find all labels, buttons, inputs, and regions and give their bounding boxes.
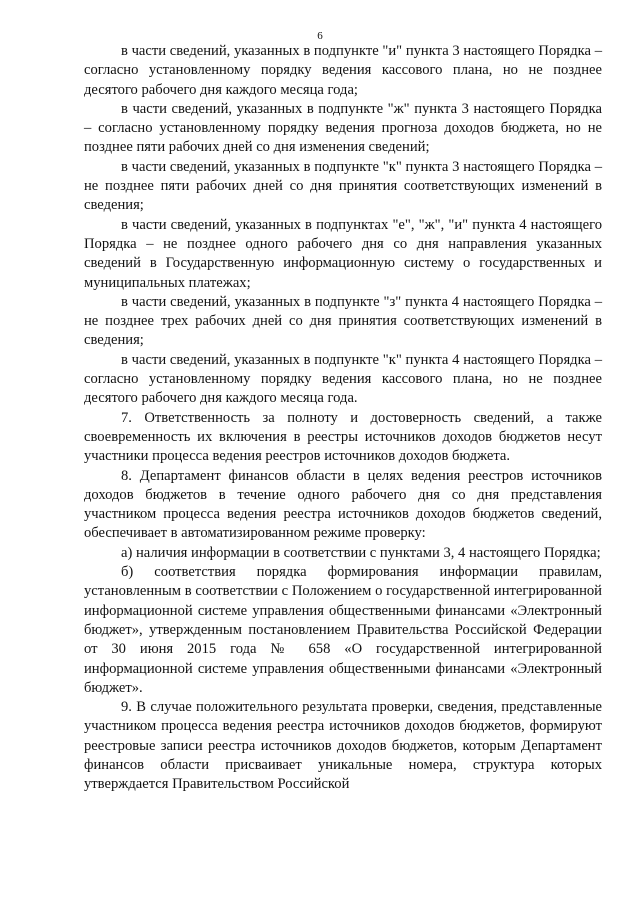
paragraph-items-e-zh-i-p4: в части сведений, указанных в подпунктах "е", "ж", "и" пункта 4 настоящего Порядка – не позднее одного рабочего дня со дня направления указанных сведений в Государственную информационную систему о государственных и муниципальных платежах;	[84, 216, 602, 291]
page-number: 6	[317, 30, 323, 42]
document-body	[84, 42, 602, 795]
paragraph-clause-8-a: а) наличия информации в соответствии с пунктами 3, 4 настоящего Порядка;	[121, 544, 601, 561]
paragraph-clause-9: 9. В случае положительного результата проверки, сведения, представленные участником процесса ведения реестра источников доходов бюджетов, формируют реестровые записи реестра источников доходов бюджетов, которым Департамент финансов области присваивает уникальные номера, структура которых утверждается Правительством Российской	[84, 699, 602, 793]
paragraph-item-k-p4: в части сведений, указанных в подпункте "к" пункта 4 настоящего Порядка – согласно установленному порядку ведения кассового плана, но не позднее десятого рабочего дня каждого месяца года.	[84, 351, 602, 407]
paragraph-item-i-p3: в части сведений, указанных в подпункте "и" пункта 3 настоящего Порядка – согласно установленному порядку ведения кассового плана, но не позднее десятого рабочего дня каждого месяца года;	[84, 43, 602, 98]
paragraph-item-z-p4: в части сведений, указанных в подпункте "з" пункта 4 настоящего Порядка – не позднее трех рабочих дней со дня принятия соответствующих изменений в сведения;	[84, 293, 602, 349]
paragraph-clause-7: 7. Ответственность за полноту и достоверность сведений, а также своевременность их включения в реестры источников доходов бюджетов несут участники процесса ведения реестров источников доходов бюджета.	[84, 409, 602, 465]
paragraph-item-k-p3: в части сведений, указанных в подпункте "к" пункта 3 настоящего Порядка – не позднее пяти рабочих дней со дня принятия соответствующих изменений в сведения;	[84, 158, 602, 214]
paragraph-clause-8: 8. Департамент финансов области в целях ведения реестров источников доходов бюджетов в течение одного рабочего дня со дня представления участником процесса ведения реестра источников доходов бюджетов сведений, обеспечивает в автоматизированном режиме проверку:	[84, 467, 602, 542]
paragraph-item-zh-p3: в части сведений, указанных в подпункте "ж" пункта 3 настоящего Порядка – согласно установленному порядку ведения прогноза доходов бюджета, но не позднее пяти рабочих дней со дня изменения сведений;	[84, 100, 602, 156]
paragraph-clause-8-b: б) соответствия порядка формирования информации правилам, установленным в соответствии с Положением о государственной интегрированной информационной системе управления общественными финансами «Электронный бюджет», утвержденным постановлением Правительства Российской Федерации от 30 июня 2015 года № 658 «О государственной интегрированной информационной системе управления общественными финансами «Электронный бюджет».	[84, 564, 602, 696]
